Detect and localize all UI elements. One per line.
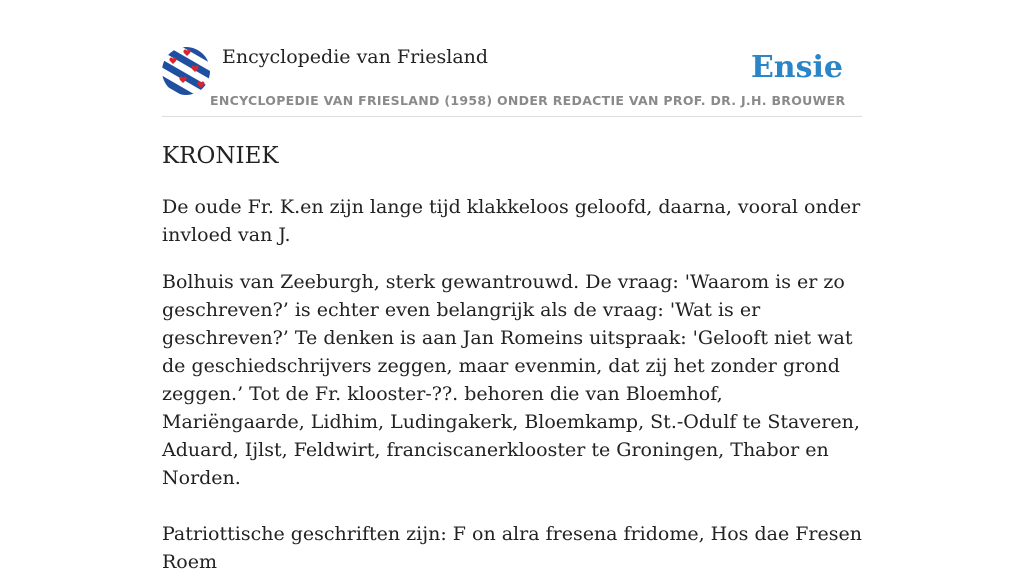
site-subtitle: ENCYCLOPEDIE VAN FRIESLAND (1958) ONDER REDACTIE VAN PROF. DR. J.H. BROUWER	[210, 93, 846, 108]
site-title[interactable]: Encyclopedie van Friesland	[222, 46, 489, 68]
header	[162, 0, 862, 117]
page	[162, 0, 862, 573]
article-paragraph: Bolhuis van Zeeburgh, sterk gewantrouwd. De vraag: 'Waarom is er zo geschreven?’ is echter even belangrijk als de vraag: 'Wat is er geschreven?’ Te denken is aan Jan Romeins uitspraak: 'Gelooft niet wat de geschiedschrijvers zeggen, maar evenmin, dat zij het zonder grond zeggen.’ Tot de Fr. klooster-??. behoren die van Bloemhof, Mariëngaarde, Lidhim, Ludingakerk, Bloemkamp, St.-Odulf te Staveren, Aduard, Ijlst, Feldwirt, franciscanerklooster te Groningen, Thabor en Norden.	[162, 271, 860, 489]
article-paragraph: De oude Fr. K.en zijn lange tijd klakkeloos geloofd, daarna, vooral onder invloed van J.	[162, 196, 861, 246]
brand-logo[interactable]: Ensie	[750, 50, 843, 85]
page-title: KRONIEK	[162, 143, 279, 169]
article-paragraph: Patriottische geschriften zijn: F on alra fresena fridome, Hos dae Fresen Roem	[162, 523, 862, 573]
frisian-flag-icon[interactable]	[162, 47, 210, 95]
